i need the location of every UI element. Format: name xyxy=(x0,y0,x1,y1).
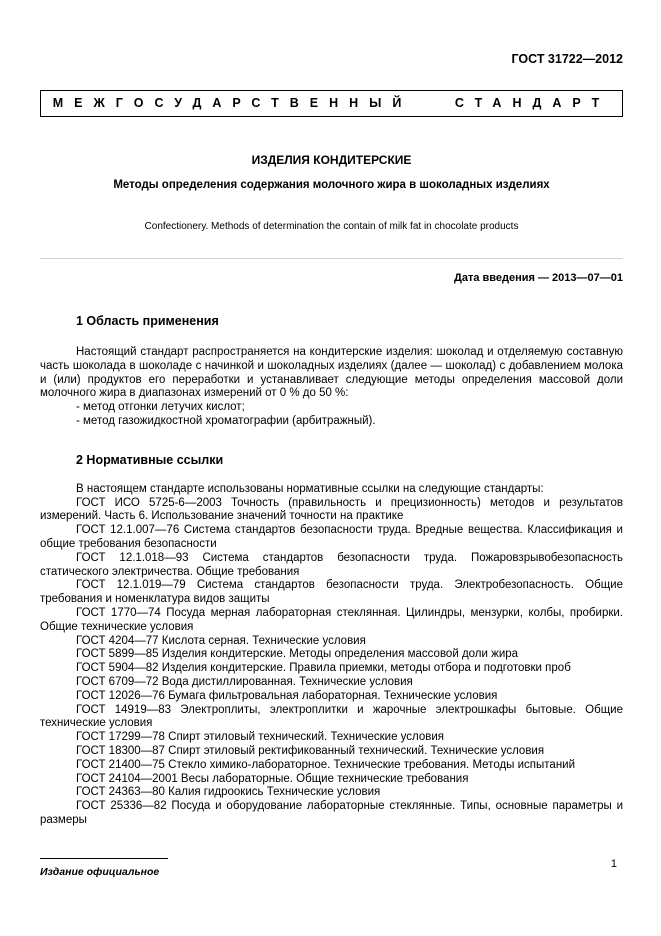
reference-item: ГОСТ 24104—2001 Весы лабораторные. Общие технические требования xyxy=(76,772,469,785)
section-2-heading: 2 Нормативные ссылки xyxy=(76,452,224,467)
section-1-list-item: - метод газожидкостной хроматографии (арбитражный). xyxy=(76,414,376,427)
standard-banner xyxy=(40,90,623,117)
reference-item: ГОСТ 24363—80 Калия гидроокись Технические условия xyxy=(76,786,381,799)
header-divider xyxy=(40,258,623,259)
footer xyxy=(40,858,623,880)
reference-item: ГОСТ 1770—74 Посуда мерная лабораторная стеклянная. Цилиндры, мензурки, колбы, пробирки. Общие технические условия xyxy=(40,606,623,633)
reference-item: ГОСТ 21400—75 Стекло химико-лабораторное. Технические требования. Методы испытаний xyxy=(76,758,576,771)
official-edition-note: Издание официальное xyxy=(40,866,160,878)
doc-code: ГОСТ 31722—2012 xyxy=(511,52,623,66)
reference-item: ГОСТ 5904—82 Изделия кондитерские. Правила приемки, методы отбора и подготовки проб xyxy=(76,662,571,675)
section-2-intro: В настоящем стандарте использованы нормативные ссылки на следующие стандарты: xyxy=(76,482,544,495)
footer-divider xyxy=(40,858,168,859)
reference-item: ГОСТ 4204—77 Кислота серная. Технические условия xyxy=(76,634,366,647)
reference-item: ГОСТ 12026—76 Бумага фильтровальная лабораторная. Технические условия xyxy=(76,689,498,702)
reference-item: ГОСТ 25336—82 Посуда и оборудование лабораторные стеклянные. Типы, основные параметры и размеры xyxy=(40,800,623,826)
reference-item: ГОСТ 12.1.007—76 Система стандартов безопасности труда. Вредные вещества. Классификация и общие требования безопасности xyxy=(40,524,623,550)
reference-item: ГОСТ 12.1.018—93 Система стандартов безопасности труда. Пожаровзрывобезопасность статического электричества. Общие требования xyxy=(40,551,623,578)
page-number: 1 xyxy=(610,858,617,870)
section-1-list-item: - метод отгонки летучих кислот; xyxy=(76,401,245,414)
standard-banner-text: МЕЖГОСУДАРСТВЕННЫЙ СТАНДАРТ xyxy=(52,96,611,110)
section-1-heading: 1 Область применения xyxy=(76,314,219,328)
reference-item: ГОСТ 17299—78 Спирт этиловый технический. Технические условия xyxy=(76,731,445,744)
document-title-english: Confectionery. Methods of determination the contain of milk fat in chocolate products xyxy=(144,221,519,232)
reference-item: ГОСТ 5899—85 Изделия кондитерские. Методы определения массовой доли жира xyxy=(76,648,519,661)
reference-item: ГОСТ 14919—83 Электроплиты, электроплитки и жарочные электрошкафы бытовые. Общие технические условия xyxy=(40,703,623,730)
reference-item: ГОСТ 12.1.019—79 Система стандартов безопасности труда. Электробезопасность. Общие требования и номенклатура видов защиты xyxy=(40,579,623,606)
document-subtitle: Методы определения содержания молочного жира в шоколадных изделиях xyxy=(113,179,550,191)
document-title: ИЗДЕЛИЯ КОНДИТЕРСКИЕ xyxy=(251,153,412,167)
section-1-paragraph: Настоящий стандарт распространяется на кондитерские изделия: шоколад и отделяемую составную часть шоколада в шоколаде с начинкой и шоколадных изделиях (далее — шоколад) с добавлением молока и (или) продуктов его переработки и устанавливает следующие методы определения массовой доли молочного жира в диапазонах измерений от 0 % до 50 %: xyxy=(40,346,623,400)
reference-item: ГОСТ ИСО 5725-6—2003 Точность (правильность и прецизионность) методов и результатов измерений. Часть 6. Использование значений точности на практике xyxy=(40,496,623,523)
reference-item: ГОСТ 6709—72 Вода дистиллированная. Технические условия xyxy=(76,675,413,688)
reference-item: ГОСТ 18300—87 Спирт этиловый ректификованный технический. Технические условия xyxy=(76,744,545,757)
effective-date: Дата введения — 2013—07—01 xyxy=(454,272,623,284)
